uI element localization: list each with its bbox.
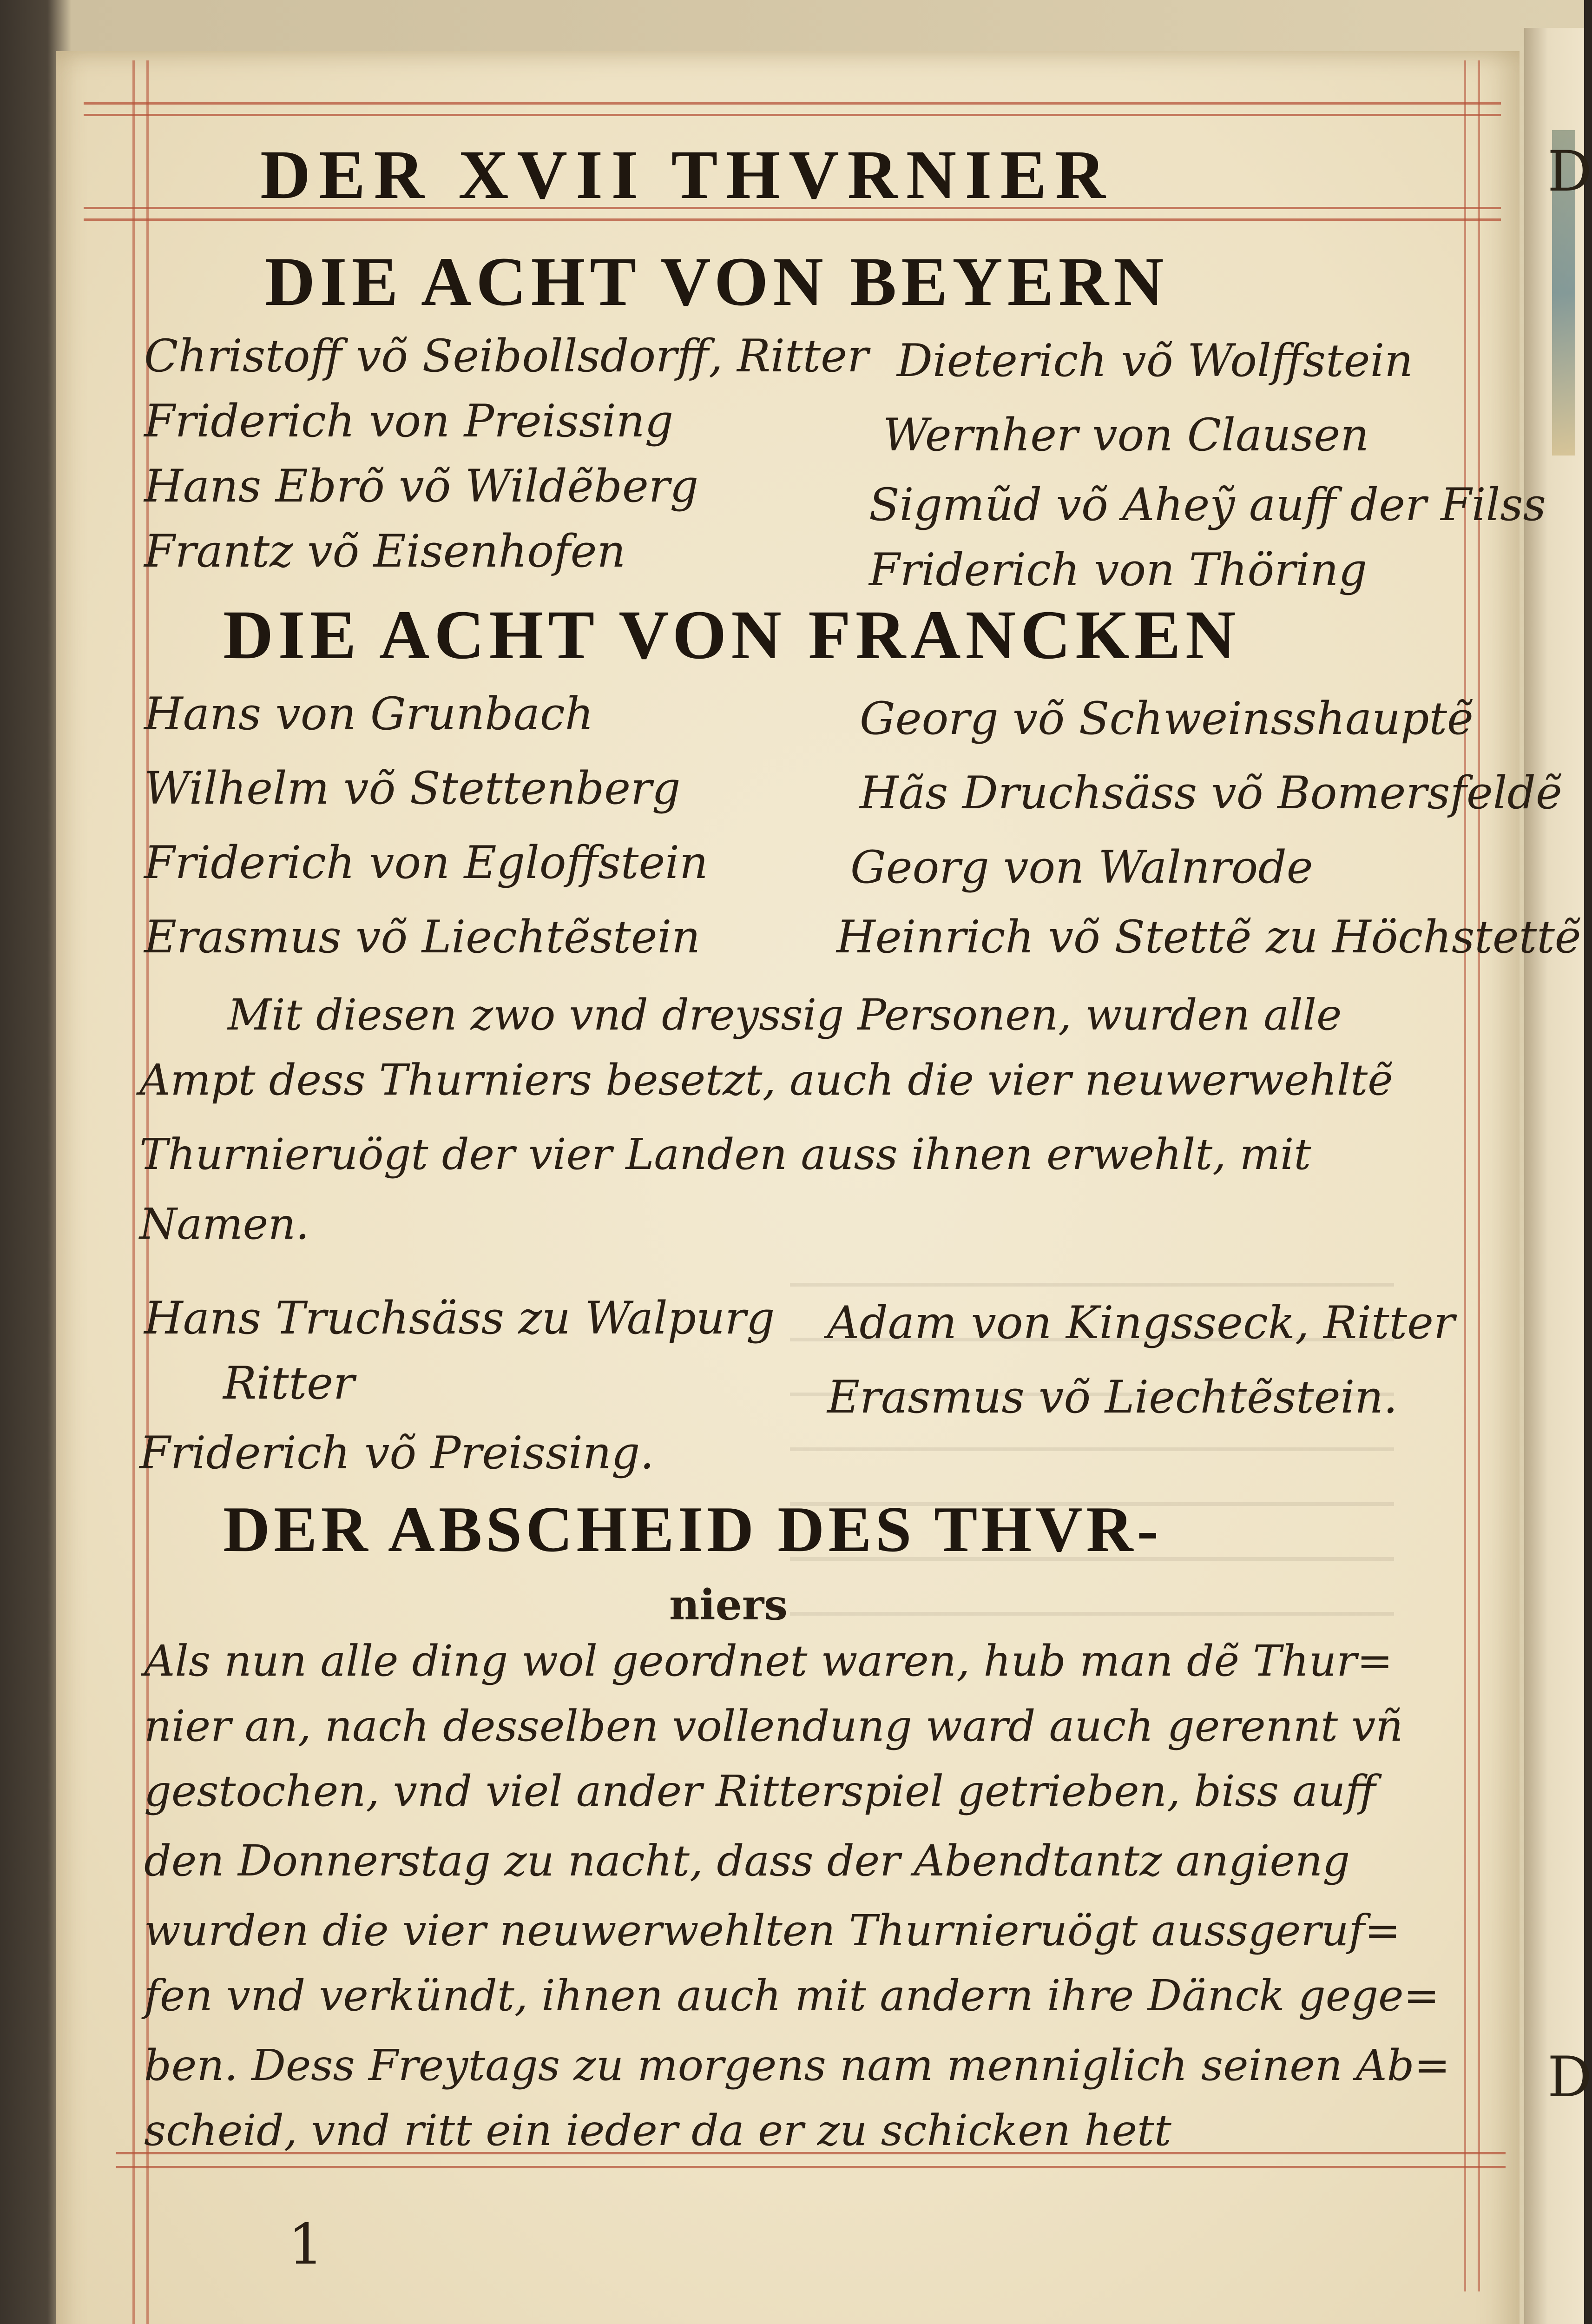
text-line: wurden die vier neuwerwehlten Thurnieruögt aussgeruf= [144, 1906, 1401, 1955]
name-entry: Friderich von Egloffstein [144, 837, 708, 889]
text-line: nier an, nach desselben vollendung ward auch gerennt vñ [144, 1701, 1403, 1751]
ruling-line [116, 2166, 1506, 2168]
text-line: Mit diesen zwo vnd dreyssig Personen, wurden alle [228, 990, 1342, 1040]
section-heading-francken: DIE ACHT VON FRANCKEN [223, 596, 1241, 673]
name-entry: Friderich von Thöring [869, 544, 1368, 596]
name-entry: Christoff võ Seibollsdorff, Ritter [144, 330, 868, 382]
text-line: Namen. [139, 1199, 309, 1249]
name-entry: Erasmus võ Liechtẽstein [144, 911, 701, 963]
name-entry: Wilhelm võ Stettenberg [144, 762, 681, 814]
bleed-through-texture [790, 1232, 1394, 1650]
name-entry: Friderich võ Preissing. [139, 1427, 654, 1479]
folio-number: 1 [288, 2212, 324, 2277]
next-page-letter: D [1547, 2045, 1592, 2110]
name-entry: Dieterich võ Wolffstein [897, 335, 1413, 387]
next-page-letter: D [1547, 139, 1592, 204]
ruling-line [84, 218, 1501, 221]
text-line: fen vnd verkündt, ihnen auch mit andern ihre Dänck gege= [144, 1971, 1440, 2020]
name-entry: Heinrich võ Stettẽ zu Höchstettẽ [836, 911, 1581, 963]
name-entry: Ritter [223, 1357, 355, 1409]
name-entry: Frantz võ Eisenhofen [144, 525, 626, 577]
name-entry: Erasmus võ Liechtẽstein. [827, 1371, 1398, 1423]
name-entry: Hans Ebrõ võ Wildẽberg [144, 460, 699, 512]
ruling-line [84, 114, 1501, 116]
name-entry: Georg võ Schweinsshauptẽ [860, 693, 1474, 745]
section-heading-abscheid: DER ABSCHEID DES THVR- [223, 1493, 1163, 1565]
text-line: Ampt dess Thurniers besetzt, auch die vier neuwerwehltẽ [139, 1055, 1393, 1105]
ruling-line [1464, 60, 1466, 2291]
name-entry: Hãs Druchsäss võ Bomersfeldẽ [860, 767, 1562, 819]
name-entry: Friderich von Preissing [144, 395, 674, 447]
text-line: gestochen, vnd viel ander Ritterspiel getrieben, biss auff [144, 1766, 1376, 1816]
text-line: scheid, vnd ritt ein ieder da er zu schicken hett [144, 2106, 1171, 2155]
section-heading-bayern: DIE ACHT VON BEYERN [265, 243, 1169, 320]
text-line: Thurnieruögt der vier Landen auss ihnen erwehlt, mit [139, 1129, 1311, 1179]
name-entry: Wernher von Clausen [883, 409, 1369, 461]
ruling-line [132, 60, 135, 2324]
name-entry: Adam von Kingsseck, Ritter [827, 1297, 1455, 1349]
text-line: ben. Dess Freytags zu morgens nam menniglich seinen Ab= [144, 2040, 1450, 2090]
text-line: Als nun alle ding wol geordnet waren, hub man dẽ Thur= [144, 1636, 1393, 1686]
name-entry: Sigmũd võ Aheỹ auff der Filss [869, 479, 1546, 531]
page-title: DER XVII THVRNIER [260, 136, 1114, 213]
name-entry: Hans Truchsäss zu Walpurg [144, 1292, 775, 1344]
ruling-line [84, 102, 1501, 105]
name-entry: Hans von Grunbach [144, 688, 594, 740]
ruling-line [1478, 60, 1480, 2291]
section-heading-abscheid-continuation: niers [669, 1580, 788, 1630]
text-line: den Donnerstag zu nacht, dass der Abendtantz angieng [144, 1836, 1350, 1886]
name-entry: Georg von Walnrode [850, 841, 1313, 893]
